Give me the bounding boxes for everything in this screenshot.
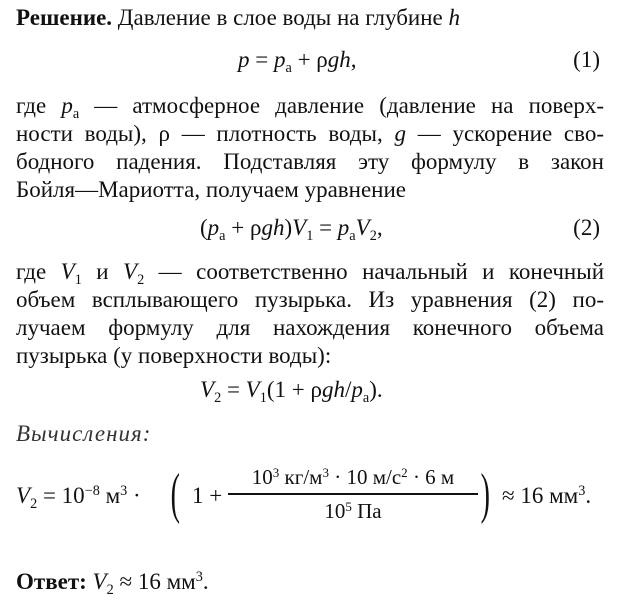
- paragraph-2-line-3: лучаем формулу для нахождения конечного объема: [16, 315, 604, 340]
- solution-intro: [16, 4, 460, 32]
- paragraph-1-line-1: где $p_а$ — атмосферное давление (давление на поверх-: [16, 93, 604, 122]
- left-paren: (: [170, 463, 180, 525]
- paragraph-1-line-4: Бойля—Мариотта, получаем уравнение: [16, 177, 407, 202]
- depth-variable: h: [448, 5, 460, 30]
- solution-intro-text: Давление в слое воды на глубине: [117, 5, 443, 30]
- equation-2: $(p_а + \rho gh)V_1 = p_аV_2$,: [200, 215, 383, 244]
- calculation-result: ≈ 16 $мм^3$.: [502, 483, 592, 508]
- equation-1: $p = p_а + \rho gh$,: [238, 47, 357, 76]
- equation-1-number: (1): [573, 47, 600, 72]
- paragraph-1-line-3: бодного падения. Подставляя эту формулу в закон: [16, 149, 604, 174]
- paragraph-2-line-1: где $V_1$ и $V_2$ — соответственно начальный и конечный: [16, 259, 605, 288]
- calculation-fraction: [228, 462, 478, 526]
- paragraph-2-line-2: объем всплывающего пузырька. Из уравнения (2) по-: [16, 287, 604, 312]
- equation-3: $V_2 = V_1(1 + \rho gh/p_а)$.: [200, 377, 383, 406]
- answer-value: $V_2 \approx 16$ $мм^3$.: [92, 569, 209, 598]
- equation-2-number: (2): [573, 215, 600, 240]
- answer: [16, 568, 209, 596]
- fraction-numerator: $10^3$ $кг/м^3 \cdot 10$ $м/с^2 \cdot 6$ м: [251, 464, 455, 489]
- paragraph-2-line-4: пузырька (у поверхности воды):: [16, 343, 332, 368]
- answer-label: Ответ:: [16, 569, 87, 594]
- fraction-bar: [228, 493, 478, 495]
- calculations-label: Вычисления:: [16, 421, 152, 446]
- right-paren: ): [480, 463, 490, 525]
- solution-heading: Решение.: [16, 5, 113, 30]
- paragraph-1-line-2: ности воды), ρ — плотность воды, g — ускорение сво-: [16, 121, 604, 146]
- fraction-denominator: $10^5$ Па: [324, 498, 382, 523]
